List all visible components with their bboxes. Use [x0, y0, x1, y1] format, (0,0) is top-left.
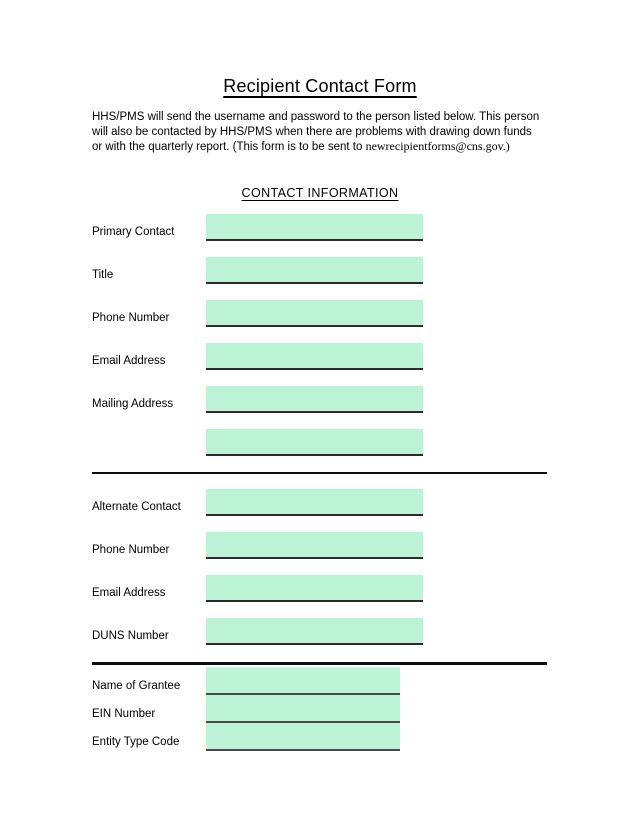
title-field[interactable] [206, 257, 423, 284]
recipient-forms-email: newrecipientforms@cns.gov.) [365, 139, 510, 153]
section-divider [92, 472, 547, 474]
title-label: Title [92, 268, 114, 281]
form-row [92, 429, 547, 456]
form-row [92, 300, 547, 327]
phone-number-label: Phone Number [92, 311, 170, 324]
alt-email-address-label: Email Address [92, 586, 166, 599]
ein-number-label: EIN Number [92, 707, 156, 720]
form-row [92, 257, 547, 284]
ein-number-field[interactable] [206, 695, 400, 723]
phone-number-field[interactable] [206, 300, 423, 327]
intro-line-1: HHS/PMS will send the username and password to the person listed below. This person [92, 111, 540, 123]
email-address-field[interactable] [206, 343, 423, 370]
form-row [92, 723, 547, 751]
contact-information-heading: CONTACT INFORMATION [241, 185, 399, 200]
mailing-address-field-line1[interactable] [206, 386, 423, 413]
duns-number-label: DUNS Number [92, 629, 169, 642]
primary-contact-field[interactable] [206, 214, 423, 241]
form-row [92, 386, 547, 413]
primary-contact-label: Primary Contact [92, 225, 175, 238]
form-row [92, 214, 547, 241]
name-of-grantee-field[interactable] [206, 667, 400, 695]
form-row [92, 532, 547, 559]
alt-email-address-field[interactable] [206, 575, 423, 602]
alt-phone-number-label: Phone Number [92, 543, 170, 556]
mailing-address-label: Mailing Address [92, 397, 174, 410]
email-address-label: Email Address [92, 354, 166, 367]
name-of-grantee-label: Name of Grantee [92, 679, 181, 692]
section-divider [92, 662, 547, 665]
intro-line-2: will also be contacted by HHS/PMS when there are problems with drawing down funds [92, 125, 532, 138]
alt-phone-number-field[interactable] [206, 532, 423, 559]
entity-type-code-label: Entity Type Code [92, 735, 180, 748]
intro-line-3-text: or with the quarterly report. (This form is to be sent to [92, 141, 366, 153]
form-row [92, 667, 547, 695]
grantee-section [92, 667, 547, 751]
form-row [92, 343, 547, 370]
form-row [92, 489, 547, 516]
alternate-contact-label: Alternate Contact [92, 500, 181, 513]
form-row [92, 575, 547, 602]
alternate-contact-section [92, 489, 547, 645]
intro-paragraph [92, 110, 640, 155]
form-row [92, 695, 547, 723]
primary-contact-section [92, 214, 547, 456]
entity-type-code-field[interactable] [206, 723, 400, 751]
contact-form [92, 214, 547, 751]
form-row [92, 618, 547, 645]
intro-line-3 [92, 139, 640, 155]
duns-number-field[interactable] [206, 618, 423, 645]
mailing-address-line2-label [92, 453, 206, 456]
mailing-address-field-line2[interactable] [206, 429, 423, 456]
alternate-contact-field[interactable] [206, 489, 423, 516]
page-title: Recipient Contact Form [223, 76, 417, 96]
